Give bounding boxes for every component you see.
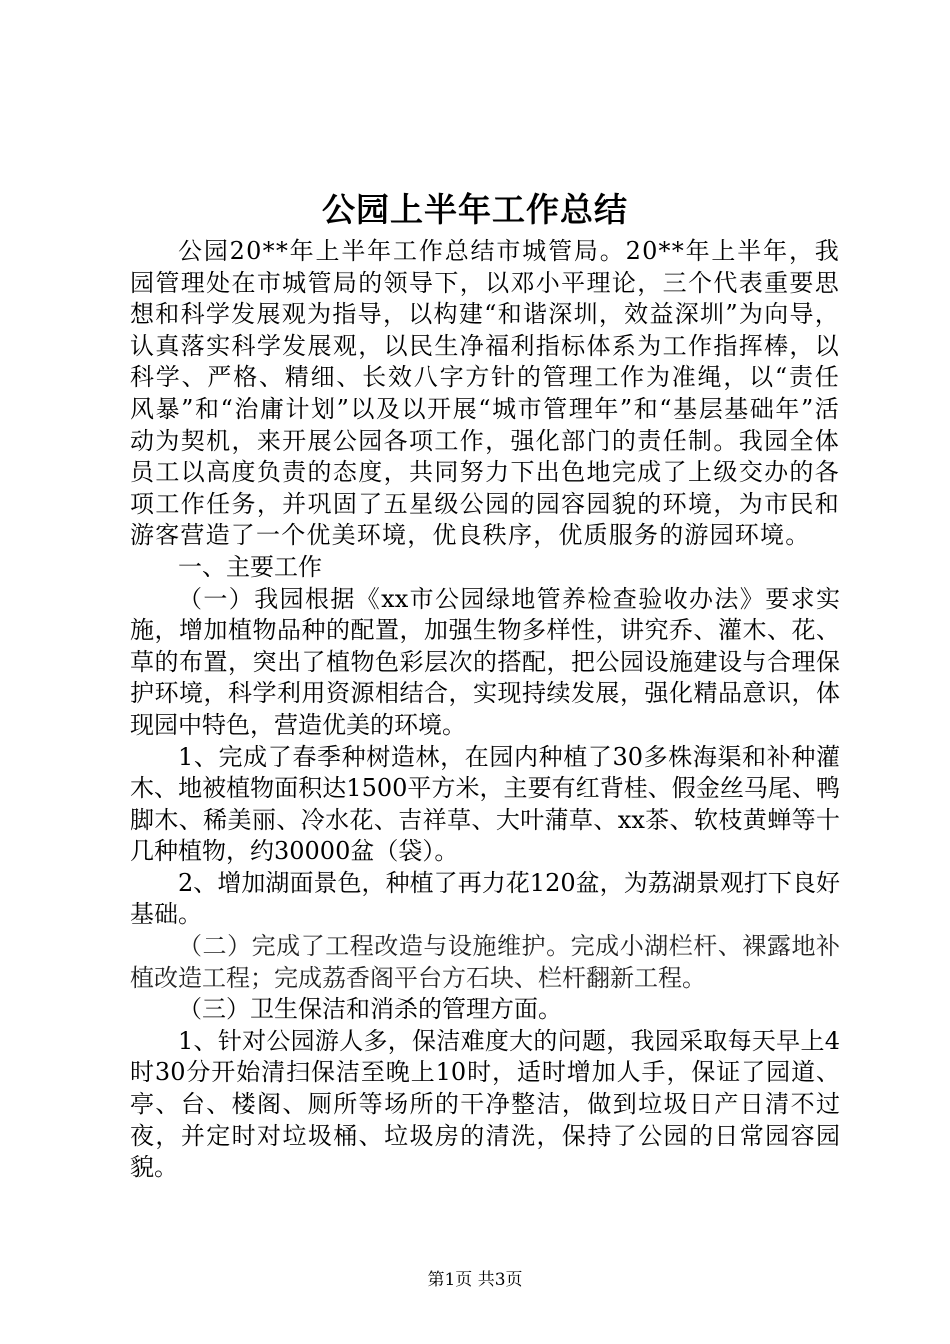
paragraph-item-1: （一）我园根据《xx市公园绿地管养检查验收办法》要求实施，增加植物品种的配置，加强生物多样性，讲究乔、灌木、花、草的布置，突出了植物色彩层次的搭配，把公园设施建设与合理保护环境，科学利用资源相结合，实现持续发展，强化精品意识，体现园中特色，营造优美的环境。 [130, 584, 840, 739]
document-title: 公园上半年工作总结 [322, 190, 628, 229]
paragraph-item-2: （二）完成了工程改造与设施维护。完成小湖栏杆、裸露地补植改造工程；完成荔香阁平台方石块、栏杆翻新工程。 [130, 932, 840, 992]
paragraph-item-3: （三）卫生保洁和消杀的管理方面。 [178, 995, 562, 1024]
intro-paragraph: 公园20**年上半年工作总结市城管局。20**年上半年，我园管理处在市城管局的领导下，以邓小平理论，三个代表重要思想和科学发展观为指导，以构建“和谐深圳，效益深圳”为向导，认真落实科学发展观，以民生净福利指标体系为工作指挥棒，以科学、严格、精细、长效八字方针的管理工作为准绳，以“责任风暴”和“治庸计划”以及以开展“城市管理年”和“基层基础年”活动为契机，来开展公园各项工作，强化部门的责任制。我园全体员工以高度负责的态度，共同努力下出色地完成了上级交办的各项工作任务，并巩固了五星级公园的园容园貌的环境，为市民和游客营造了一个优美环境，优良秩序，优质服务的游园环境。 [130, 237, 840, 550]
paragraph-lake: 2、增加湖面景色，种植了再力花120盆，为荔湖景观打下良好基础。 [130, 868, 840, 929]
paragraph-planting: 1、完成了春季种树造林，在园内种植了30多株海渠和补种灌木、地被植物面积达1500平方米，主要有红背桂、假金丝马尾、鸭脚木、稀美丽、冷水花、吉祥草、大叶蒲草、xx茶、软枝黄蝉等十几种植物，约30000盆（袋）。 [130, 742, 840, 866]
section-heading-main-work: 一、主要工作 [178, 552, 322, 581]
page-footer: 第1页 共3页 [427, 1270, 523, 1290]
paragraph-cleaning: 1、针对公园游人多，保洁难度大的问题，我园采取每天早上4时30分开始清扫保洁至晚上10时，适时增加人手，保证了园道、亭、台、楼阁、厕所等场所的干净整洁，做到垃圾日产日清不过夜，并定时对垃圾桶、垃圾房的清洗，保持了公园的日常园容园貌。 [130, 1026, 840, 1182]
document-body [130, 236, 840, 1184]
